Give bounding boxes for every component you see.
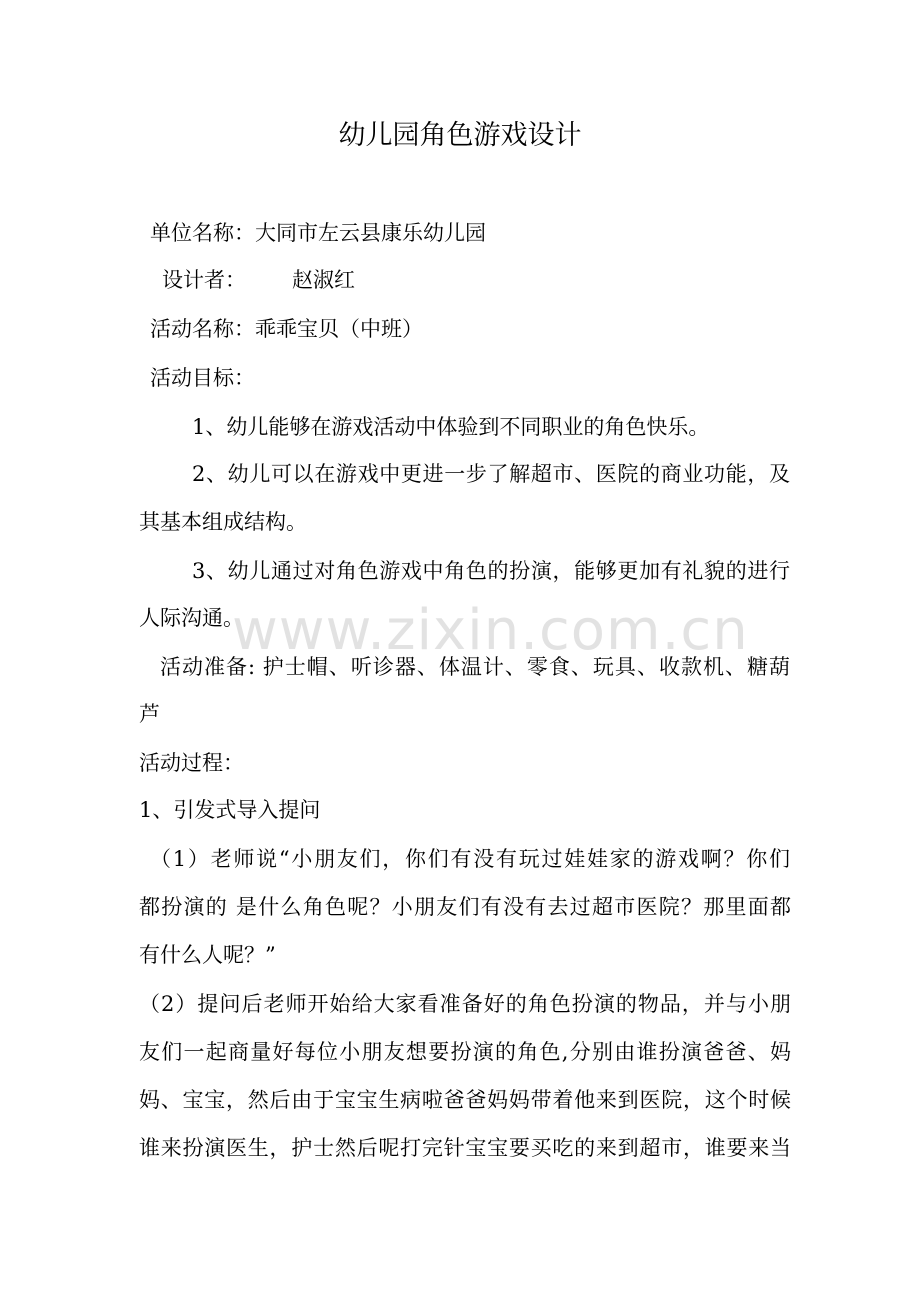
prep-line-1: 活动准备: 护士帽、听诊器、体温计、零食、玩具、收款机、糖葫 [160,655,790,679]
goal-1: 1、幼儿能够在游戏活动中体验到不同职业的角色快乐。 [192,415,710,439]
designer-name: 赵淑红 [292,268,355,292]
paragraph-2-line-4: 谁来扮演医生，护士然后呢打完针宝宝要买吃的来到超市，谁要来当 [139,1136,791,1160]
activity-name-line: 活动名称：乖乖宝贝（中班） [150,317,423,341]
paragraph-2-line-1: （2）提问后老师开始给大家看准备好的角色扮演的物品，并与小朋 [139,992,791,1016]
paragraph-2-line-2: 友们一起商量好每位小朋友想要扮演的角色,分别由谁扮演爸爸、妈 [139,1040,791,1064]
document-title: 幼儿园角色游戏设计 [338,120,582,151]
designer-label: 设计者： [162,268,246,292]
goal-2-line-1: 2、幼儿可以在游戏中更进一步了解超市、医院的商业功能，及 [192,462,790,486]
goal-2-line-2: 其基本组成结构。 [139,510,307,534]
designer-line [162,265,355,295]
paragraph-1-line-2: 都扮演的 是什么角色呢？小朋友们有没有去过超市医院？那里面都 [139,895,791,919]
prep-line-2: 芦 [139,702,160,726]
paragraph-2-line-3: 妈、宝宝，然后由于宝宝生病啦爸爸妈妈带着他来到医院，这个时候 [139,1088,791,1112]
goals-label: 活动目标： [150,366,255,390]
goal-3-line-2: 人际沟通。 [139,606,244,630]
process-label: 活动过程： [139,751,244,775]
paragraph-1-line-1: （1）老师说“小朋友们，你们有没有玩过娃娃家的游戏啊？你们 [150,847,790,871]
unit-name-line: 单位名称：大同市左云县康乐幼儿园 [150,221,486,245]
paragraph-1-line-3: 有什么人呢？” [139,943,276,967]
step-1-heading: 1、引发式导入提问 [139,798,321,822]
watermark-text: www.zixin.com.cn [232,598,749,663]
goal-3-line-1: 3、幼儿通过对角色游戏中角色的扮演，能够更加有礼貌的进行 [192,559,790,583]
